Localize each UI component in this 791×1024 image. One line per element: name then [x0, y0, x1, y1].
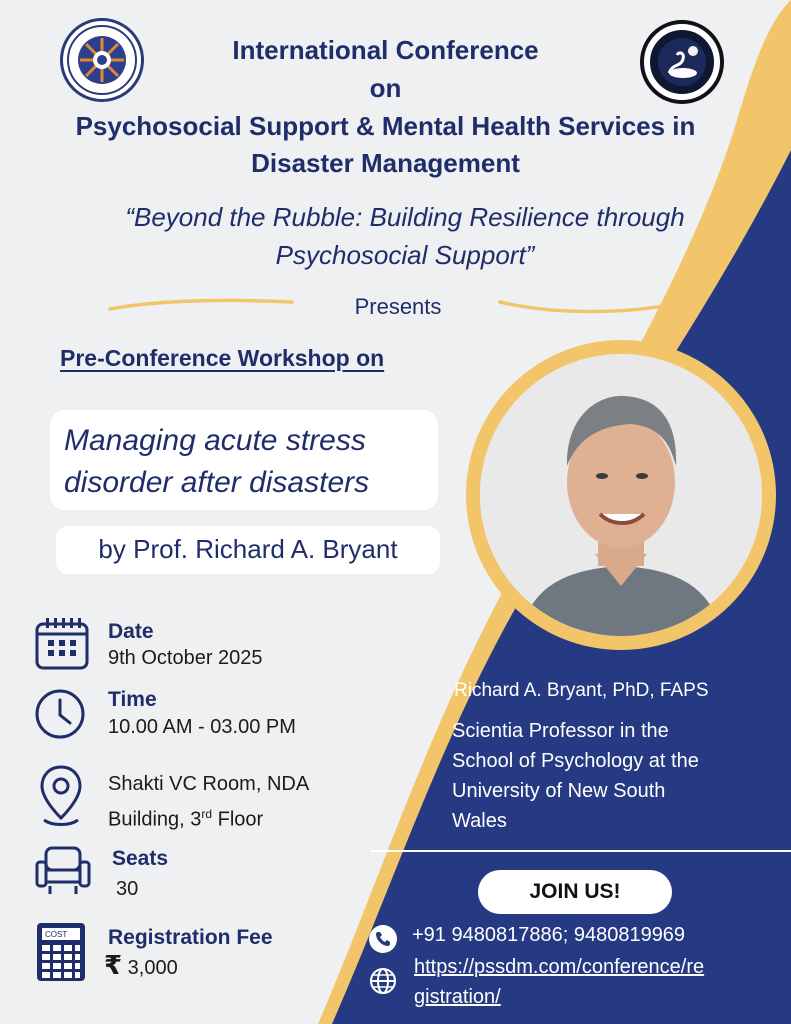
fee-label: Registration Fee [108, 926, 273, 949]
venue-value [108, 769, 309, 835]
registration-link-line1[interactable]: https://pssdm.com/conference/re [414, 956, 705, 978]
date-value: 9th October 2025 [108, 647, 263, 669]
join-us-button[interactable]: JOIN US! [478, 870, 672, 914]
venue-line2 [108, 799, 309, 835]
venue-line2-floor: Floor [212, 808, 264, 831]
conference-title-line4: Disaster Management [251, 148, 520, 178]
registration-link-line2[interactable]: gistration/ [414, 986, 501, 1008]
seat-icon [34, 844, 92, 896]
workshop-topic-box [50, 410, 438, 510]
panel-divider [370, 850, 791, 852]
conference-title-line2: on [369, 73, 402, 103]
time-label: Time [108, 688, 157, 711]
calculator-icon [36, 922, 86, 982]
workshop-heading: Pre-Conference Workshop on [60, 345, 385, 371]
clock-icon [34, 688, 86, 740]
bio-line2: School of Psychology at the [452, 750, 699, 772]
seats-value: 30 [116, 878, 139, 900]
contact-phone[interactable]: +91 9480817886; 9480819969 [412, 924, 686, 946]
topic-line1: Managing acute stress [64, 424, 366, 457]
tagline-line2: Psychosocial Support” [275, 240, 535, 270]
bio-line3: University of New South [452, 780, 666, 802]
calculator-screen-text: COST [45, 930, 68, 939]
conference-title-line1: International Conference [232, 35, 539, 65]
tagline-line1: “Beyond the Rubble: Building Resilience through [125, 202, 685, 232]
bio-name: Richard A. Bryant, PhD, FAPS [454, 680, 709, 701]
speaker-photo [480, 354, 762, 636]
conference-tagline [60, 198, 750, 274]
venue-ordinal-suffix: rd [201, 807, 213, 821]
globe-icon [368, 966, 398, 996]
calendar-icon [34, 616, 90, 672]
speaker-name: by Prof. Richard A. Bryant [56, 526, 440, 574]
fee-amount: 3,000 [127, 957, 178, 979]
bio-line1: Scientia Professor in the [452, 720, 669, 742]
time-value: 10.00 AM - 03.00 PM [108, 716, 296, 738]
bio-line4: Wales [452, 810, 507, 832]
bio-description [452, 716, 772, 836]
topic-line2: disorder after disasters [64, 466, 370, 499]
conference-title-line3: Psychosocial Support & Mental Health Services in [75, 111, 696, 141]
rupee-symbol: ₹ [104, 950, 123, 980]
phone-icon [368, 924, 398, 954]
presents-text: Presents [354, 294, 442, 319]
venue-line1: Shakti VC Room, NDA [108, 773, 310, 795]
fee-value [104, 950, 178, 983]
venue-line2-text: Building, 3 [108, 808, 202, 831]
location-pin-icon [38, 764, 84, 828]
date-label: Date [108, 620, 154, 643]
seats-label: Seats [112, 847, 169, 870]
registration-link[interactable] [414, 952, 764, 1012]
